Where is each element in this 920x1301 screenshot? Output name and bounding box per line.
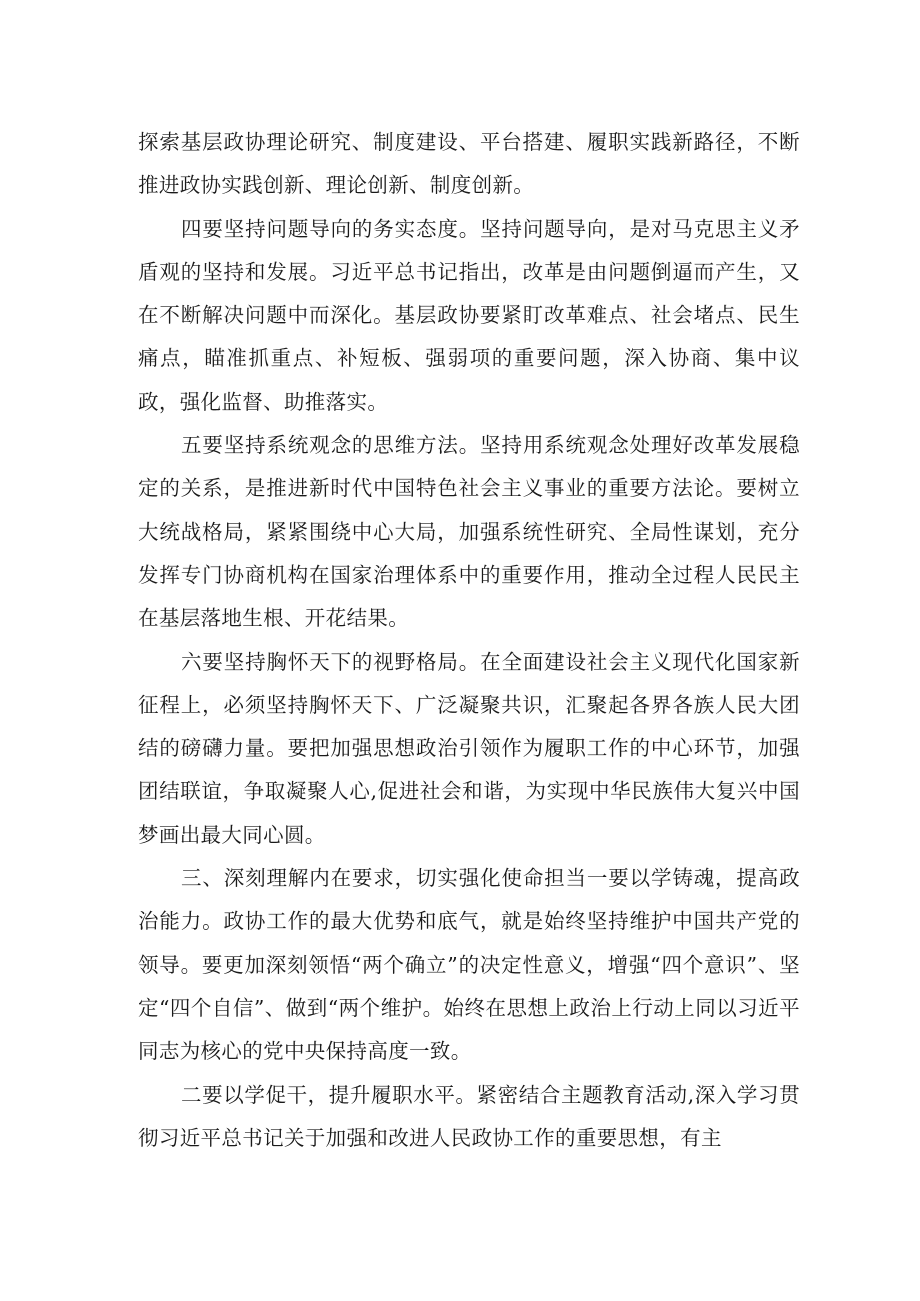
paragraph-section-three: 三、深刻理解内在要求，切实强化使命担当一要以学铸魂，提高政治能力。政协工作的最大优势和底气，就是始终坚持维护中国共产党的领导。要更加深刻领悟“两个确立”的决定性意义，增强“四个意识”、坚定“四个自信”、做到“两个维护。始终在思想上政治上行动上同以习近平同志为核心的党中央保持高度一致。 — [138, 866, 800, 1064]
document-body — [138, 121, 800, 1160]
paragraph-learn-and-act: 二要以学促干，提升履职水平。紧密结合主题教育活动,深入学习贯彻习近平总书记关于加强和改进人民政协工作的重要思想，有主 — [138, 1082, 800, 1150]
paragraph-continuation: 探索基层政协理论研究、制度建设、平台搭建、履职实践新路径，不断推进政协实践创新、理论创新、制度创新。 — [138, 130, 800, 198]
paragraph-systems-thinking: 五要坚持系统观念的思维方法。坚持用系统观念处理好改革发展稳定的关系，是推进新时代中国特色社会主义事业的重要方法论。要树立大统战格局，紧紧围绕中心大局，加强系统性研究、全局性谋划，充分发挥专门协商机构在国家治理体系中的重要作用，推动全过程人民民主在基层落地生根、开花结果。 — [138, 433, 800, 631]
paragraph-problem-orientation: 四要坚持问题导向的务实态度。坚持问题导向，是对马克思主义矛盾观的坚持和发展。习近平总书记指出，改革是由问题倒逼而产生，又在不断解决问题中而深化。基层政协要紧盯改革难点、社会堵点、民生痛点，瞄准抓重点、补短板、强弱项的重要问题，深入协商、集中议政，强化监督、助推落实。 — [138, 216, 800, 414]
paragraph-global-vision: 六要坚持胸怀天下的视野格局。在全面建设社会主义现代化国家新征程上，必须坚持胸怀天下、广泛凝聚共识，汇聚起各界各族人民大团结的磅礴力量。要把加强思想政治引领作为履职工作的中心环节，加强团结联谊，争取凝聚人心,促进社会和谐，为实现中华民族伟大复兴中国梦画出最大同心圆。 — [138, 649, 800, 847]
